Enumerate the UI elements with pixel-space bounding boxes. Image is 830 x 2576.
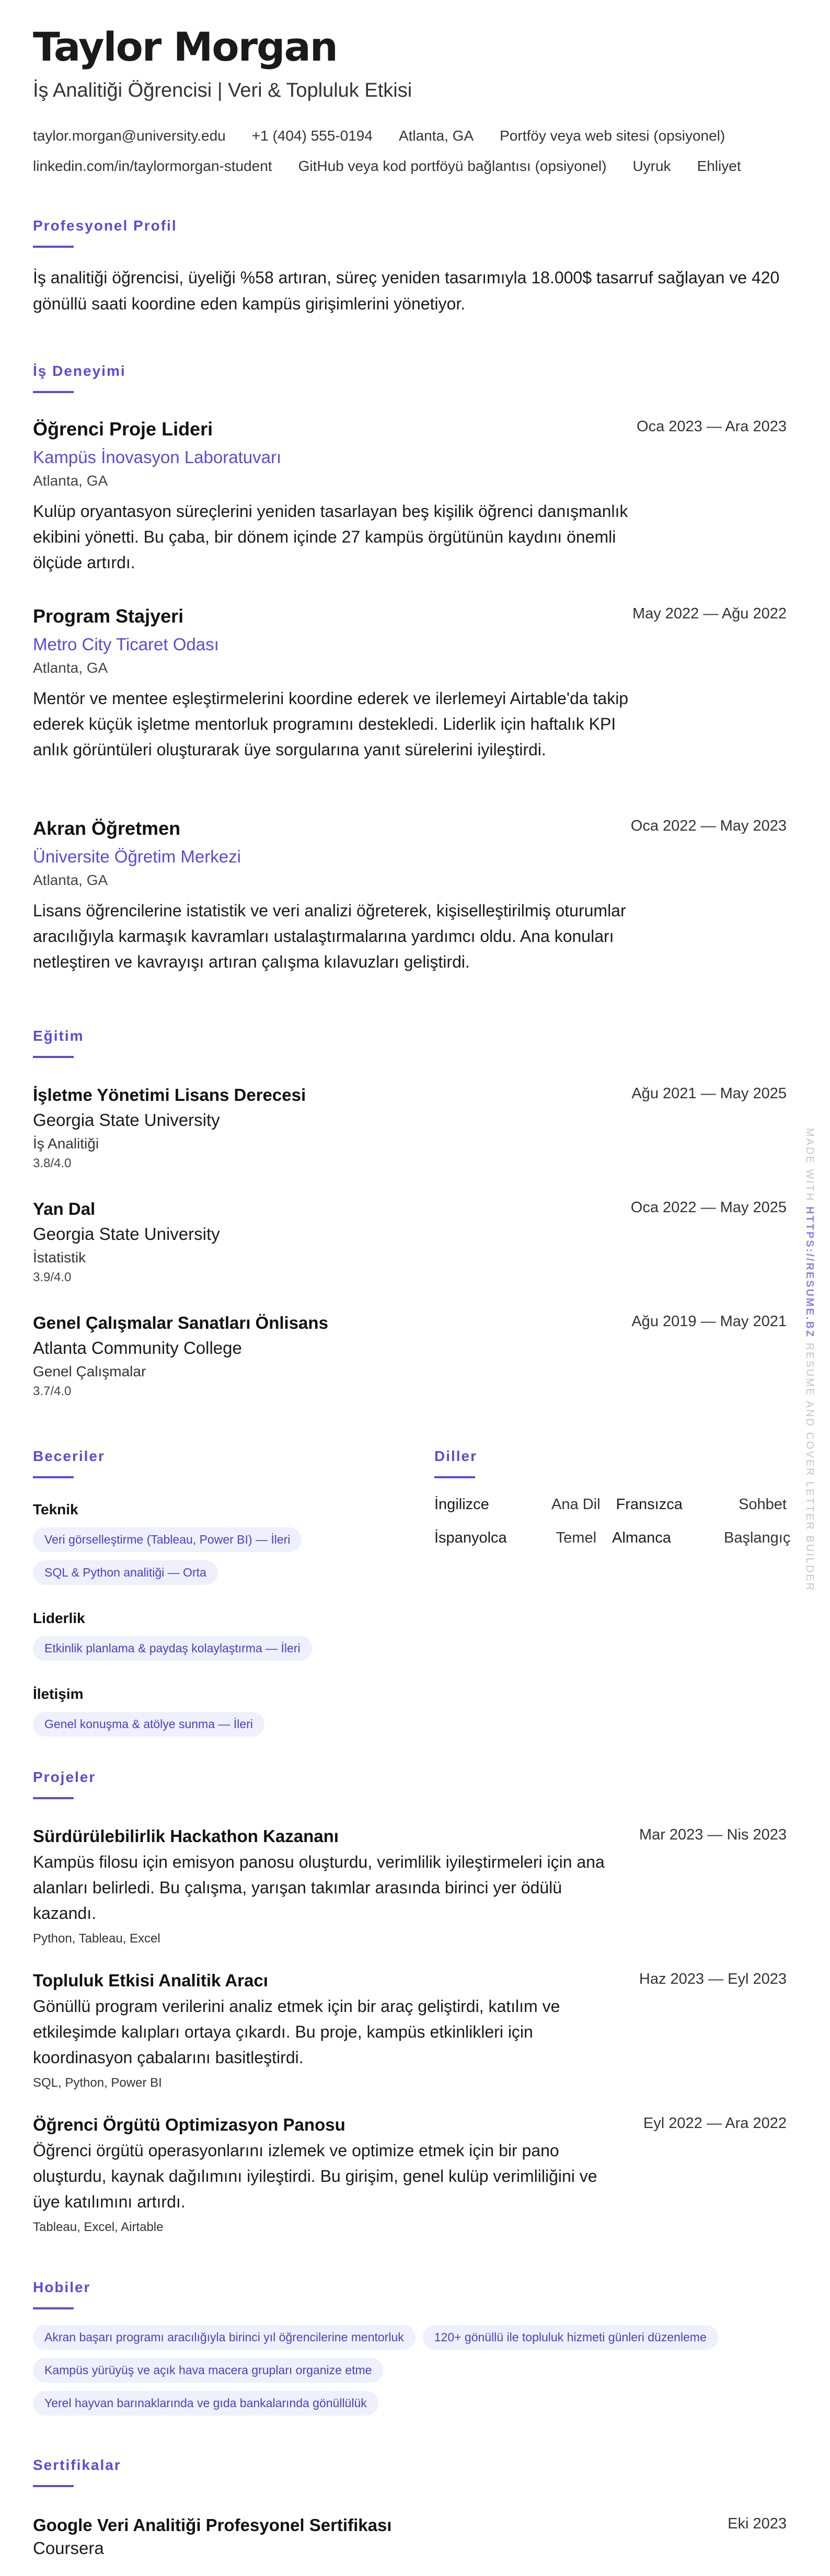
project-dates: Haz 2023 — Eyl 2023 — [639, 1971, 787, 1987]
skill-group — [33, 1686, 399, 1745]
language-row — [434, 1488, 787, 1521]
project-item — [33, 1971, 787, 2090]
resume-builder-watermark — [803, 1128, 815, 1592]
contact-license: Ehliyet — [697, 158, 741, 174]
school-name: Georgia State University — [33, 1110, 220, 1130]
project-description: Kampüs filosu için emisyon panosu oluşturdu, verimlilik iyileştirmeleri için ana alanları belirledi. Bu çalışma, yarışan takımlar arasında birinci yer ödülü kazandı. — [33, 1853, 605, 1923]
profile-section — [33, 217, 787, 317]
education-dates: Ağu 2019 — May 2021 — [631, 1313, 787, 1330]
project-description: Gönüllü program verilerini analiz etmek için bir araç geliştirdi, katılım ve etkileşimde kalıpları ortaya çıkardı. Bu proje, kampüs etkinlikleri için koordinasyon çabalarını basitleştirdi. — [33, 1997, 560, 2067]
section-divider — [33, 1476, 74, 1478]
degree-title: Genel Çalışmalar Sanatları Önlisans — [33, 1313, 328, 1332]
project-item — [33, 2115, 787, 2235]
skill-pill: Genel konuşma & atölye sunma — İleri — [33, 1712, 264, 1736]
projects-section — [33, 1769, 787, 1799]
degree-title: Yan Dal — [33, 1199, 96, 1218]
languages-heading: Diller — [434, 1448, 478, 1464]
certification-item — [33, 2515, 787, 2558]
hobby-pill: Yerel hayvan barınaklarında ve gıda bankalarında gönüllülük — [33, 2391, 378, 2416]
section-divider — [33, 246, 74, 248]
gpa: 3.9/4.0 — [33, 1270, 72, 1284]
skill-pill: SQL & Python analitiği — Orta — [33, 1560, 218, 1585]
job-title: Öğrenci Proje Lideri — [33, 418, 213, 440]
field-of-study: Genel Çalışmalar — [33, 1363, 146, 1379]
section-divider — [33, 2307, 74, 2309]
hobbies-heading: Hobiler — [33, 2279, 91, 2295]
language-level: Başlangıç — [724, 1529, 791, 1546]
language-name: İngilizce — [434, 1496, 489, 1513]
language-level: Temel — [556, 1529, 597, 1546]
language-row — [434, 1521, 791, 1555]
contact-portfolio[interactable]: Portföy veya web sitesi (opsiyonel) — [500, 128, 725, 144]
experience-heading: İş Deneyimi — [33, 363, 126, 379]
education-section — [33, 1028, 787, 1058]
education-item — [33, 1199, 787, 1285]
certifications-heading: Sertifikalar — [33, 2457, 121, 2473]
projects-heading: Projeler — [33, 1769, 96, 1785]
education-item — [33, 1313, 787, 1399]
contact-nationality: Uyruk — [632, 158, 671, 174]
job-location: Atlanta, GA — [33, 872, 108, 888]
project-name: Sürdürülebilirlik Hackathon Kazananı — [33, 1826, 339, 1846]
watermark-link[interactable]: HTTPS://RESUME.BZ — [804, 1206, 815, 1339]
school-name: Atlanta Community College — [33, 1338, 242, 1358]
job-dates: May 2022 — Ağu 2022 — [632, 605, 787, 622]
job-dates: Oca 2022 — May 2023 — [630, 818, 787, 834]
experience-item — [33, 418, 787, 576]
skill-group-title: Liderlik — [33, 1610, 85, 1626]
job-organization: Metro City Ticaret Odası — [33, 635, 219, 654]
job-title: Akran Öğretmen — [33, 818, 181, 839]
job-description: Mentör ve mentee eşleştirmelerini koordine ederek ve ilerlemeyi Airtable'da takip ederek küçük işletme mentorluk programını destekledi. Liderlik için haftalık KPI anlık görüntüleri oluşturarak üye sorgularına yanıt sürelerini iyileştirdi. — [33, 689, 629, 759]
hobby-pill: 120+ gönüllü ile topluluk hizmeti günleri düzenleme — [423, 2325, 718, 2350]
languages-section — [434, 1448, 791, 1555]
skill-group-title: Teknik — [33, 1501, 78, 1517]
experience-item — [33, 818, 787, 975]
project-item — [33, 1826, 787, 1946]
school-name: Georgia State University — [33, 1224, 220, 1244]
project-tech: SQL, Python, Power BI — [33, 2076, 162, 2090]
certification-issuer: Coursera — [33, 2538, 104, 2558]
contact-github[interactable]: GitHub veya kod portföyü bağlantısı (opsiyonel) — [298, 158, 607, 174]
language-name: Almanca — [612, 1529, 671, 1546]
hobby-pill: Kampüs yürüyüş ve açık hava macera grupları organize etme — [33, 2358, 383, 2383]
skill-pill: Veri görselleştirme (Tableau, Power BI) — İleri — [33, 1527, 302, 1552]
project-dates: Eyl 2022 — Ara 2022 — [643, 2115, 787, 2132]
language-level: Ana Dil — [551, 1496, 601, 1513]
section-divider — [434, 1476, 475, 1478]
project-dates: Mar 2023 — Nis 2023 — [639, 1826, 787, 1843]
watermark-suffix: RESUME AND COVER LETTER BUILDER — [804, 1342, 815, 1592]
section-divider — [33, 2485, 74, 2487]
contact-line-2 — [33, 158, 767, 175]
skill-group — [33, 1610, 399, 1669]
job-description: Lisans öğrencilerine istatistik ve veri analizi öğreterek, kişiselleştirilmiş oturumlar aracılığıyla karmaşık kavramları ustalaştırmalarına yardımcı oldu. Ana konuları netleştiren ve kavrayışı artıran çalışma kılavuzları geliştirdi. — [33, 901, 626, 971]
gpa: 3.7/4.0 — [33, 1384, 72, 1398]
job-location: Atlanta, GA — [33, 660, 108, 676]
skill-group — [33, 1501, 399, 1593]
section-divider — [33, 1797, 74, 1799]
job-location: Atlanta, GA — [33, 473, 108, 489]
hobbies-section — [33, 2279, 787, 2424]
contact-phone[interactable]: +1 (404) 555-0194 — [251, 128, 373, 144]
education-item — [33, 1085, 787, 1171]
field-of-study: İş Analitiği — [33, 1135, 99, 1152]
certification-date: Eki 2023 — [728, 2515, 787, 2532]
job-description: Kulüp oryantasyon süreçlerini yeniden tasarlayan beş kişilik öğrenci danışmanlık ekibini yönetti. Bu çaba, bir dönem içinde 27 kampüs örgütünün kaydını önemli ölçüde artırdı. — [33, 502, 628, 572]
certifications-section — [33, 2457, 787, 2487]
watermark-prefix: MADE WITH — [804, 1128, 815, 1202]
candidate-name: Taylor Morgan — [33, 24, 337, 70]
job-title: Program Stajyeri — [33, 605, 184, 627]
project-description: Öğrenci örgütü operasyonlarını izlemek ve optimize etmek için bir pano oluşturdu, kaynak dağılımını iyileştirdi. Bu girişim, genel kulüp verimliliğini ve üye katılımını artırdı. — [33, 2141, 597, 2211]
certification-name: Google Veri Analitiği Profesyonel Sertifikası — [33, 2515, 392, 2535]
section-divider — [33, 1056, 74, 1058]
job-dates: Oca 2023 — Ara 2023 — [637, 418, 787, 435]
skill-group-title: İletişim — [33, 1686, 84, 1702]
education-dates: Oca 2022 — May 2025 — [630, 1199, 787, 1216]
education-dates: Ağu 2021 — May 2025 — [631, 1085, 787, 1102]
skills-section — [33, 1448, 399, 1745]
language-name: İspanyolca — [434, 1529, 507, 1546]
contact-linkedin[interactable]: linkedin.com/in/taylormorgan-student — [33, 158, 272, 174]
experience-section — [33, 363, 787, 393]
profile-summary: İş analitiği öğrencisi, üyeliği %58 artıran, süreç yeniden tasarımıyla 18.000$ tasarruf sağlayan ve 420 gönüllü saati koordine eden kampüs girişimlerini yönetiyor. — [33, 268, 780, 313]
job-organization: Kampüs İnovasyon Laboratuvarı — [33, 447, 282, 467]
project-tech: Tableau, Excel, Airtable — [33, 2220, 164, 2234]
contact-location: Atlanta, GA — [398, 128, 474, 144]
field-of-study: İstatistik — [33, 1249, 86, 1266]
language-level: Sohbet — [739, 1496, 787, 1513]
project-name: Öğrenci Örgütü Optimizasyon Panosu — [33, 2115, 345, 2134]
profile-heading: Profesyonel Profil — [33, 217, 177, 234]
job-organization: Üniversite Öğretim Merkezi — [33, 847, 241, 866]
skill-pill: Etkinlik planlama & paydaş kolaylaştırma — İleri — [33, 1636, 312, 1661]
gpa: 3.8/4.0 — [33, 1156, 72, 1170]
project-name: Topluluk Etkisi Analitik Aracı — [33, 1971, 268, 1990]
candidate-subtitle: İş Analitiği Öğrencisi | Veri & Topluluk Etkisi — [33, 79, 412, 101]
experience-item — [33, 605, 787, 763]
education-heading: Eğitim — [33, 1028, 84, 1044]
contact-email[interactable]: taylor.morgan@university.edu — [33, 128, 226, 144]
hobby-pill: Akran başarı programı aracılığıyla birinci yıl öğrencilerine mentorluk — [33, 2325, 416, 2350]
degree-title: İşletme Yönetimi Lisans Derecesi — [33, 1085, 306, 1105]
section-divider — [33, 391, 74, 393]
language-name: Fransızca — [616, 1496, 683, 1513]
project-tech: Python, Tableau, Excel — [33, 1931, 160, 1946]
skills-heading: Beceriler — [33, 1448, 105, 1464]
contact-line-1 — [33, 128, 751, 144]
